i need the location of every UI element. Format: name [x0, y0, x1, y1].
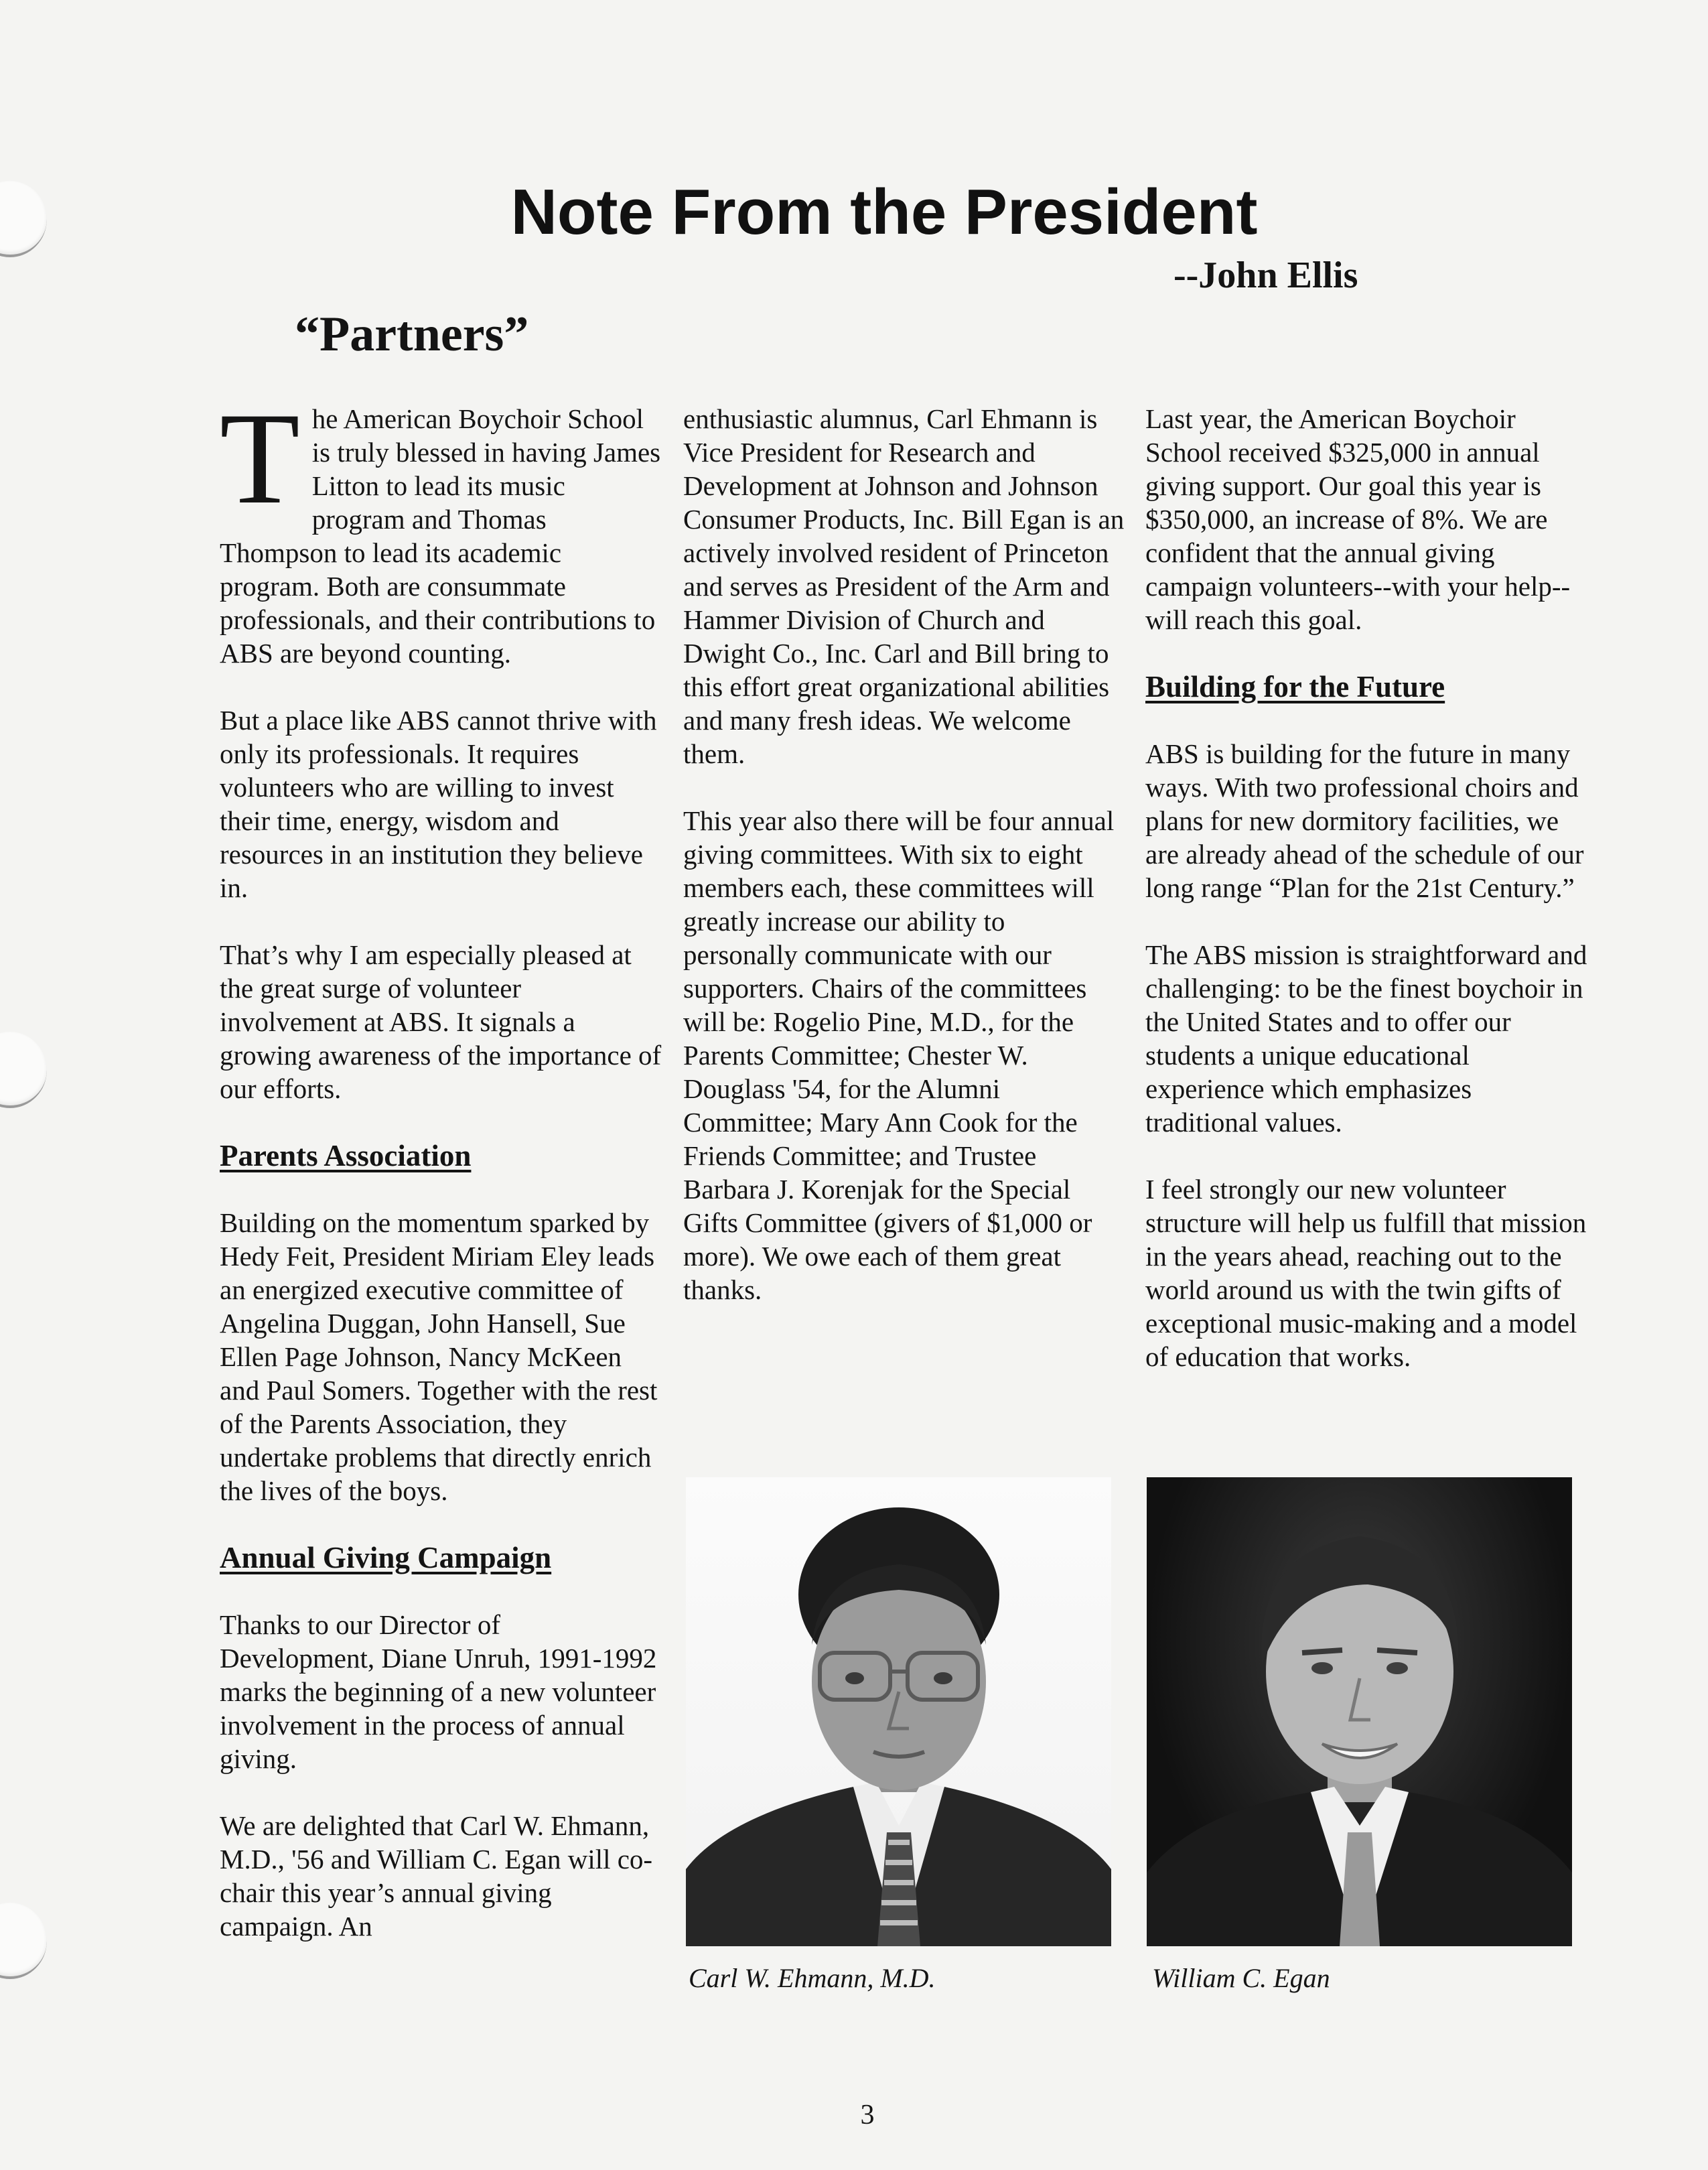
intro-paragraph — [220, 386, 662, 670]
intro-text: he American Boychoir School is truly blessed in having James Litton to lead its music program and Thomas Thompson to lead its academic program. Both are consummate professionals, and their contributions to ABS are beyond counting. — [220, 403, 661, 669]
paragraph: The ABS mission is straightforward and challenging: to be the finest boychoir in the United States and to offer our students a unique educational experience which emphasizes traditional values. — [1145, 939, 1587, 1138]
paragraph: That’s why I am especially pleased at the great surge of volunteer involvement at ABS. It signals a growing awareness of the importance of our efforts. — [220, 939, 662, 1104]
portrait-photo-ehmann — [686, 1477, 1111, 1946]
author-byline: --John Ellis — [1173, 255, 1358, 296]
paragraph: enthusiastic alumnus, Carl Ehmann is Vice President for Research and Development at Johnson and Johnson Consumer Products, Inc. Bill Egan is an actively involved resident of Princeton and serves as President of the Arm and Hammer Division of Church and Dwight Co., Inc. Carl and Bill bring to this effort great organizational abilities and many fresh ideas. We welcome them. — [683, 403, 1125, 769]
punch-hole-bottom — [0, 1903, 47, 1979]
section-heading-parents-association: Parents Association — [220, 1139, 472, 1172]
column-1 — [220, 386, 662, 1976]
punch-hole-middle — [0, 1032, 47, 1108]
portrait-photo-egan — [1147, 1477, 1572, 1946]
portrait-egan-image — [1147, 1477, 1572, 1946]
paragraph: Building on the momentum sparked by Hedy Feit, President Miriam Eley leads an energized executive committee of Angelina Duggan, John Hansell, Sue Ellen Page Johnson, Nancy McKeen and Paul Somers. Together with the rest of the Parents Association, they undertake problems that directly enrich the lives of the boys. — [220, 1207, 658, 1506]
paragraph: But a place like ABS cannot thrive with only its professionals. It requires volunteers who are willing to invest their time, energy, wisdom and resources in an institution they believe in. — [220, 705, 657, 903]
photo-caption-ehmann: Carl W. Ehmann, M.D. — [689, 1963, 936, 1993]
drop-cap: T — [220, 386, 300, 531]
paragraph: Last year, the American Boychoir School received $325,000 in annual giving support. Our goal this year is $350,000, an increase of 8%. We are confident that the annual giving campaign volunteers--with your help--will reach this goal. — [1145, 403, 1571, 635]
paragraph: ABS is building for the future in many ways. With two professional choirs and plans for new dormitory facilities, we are already ahead of the schedule of our long range “Plan for the 21st Century.” — [1145, 738, 1584, 903]
page-title: Note From the President — [510, 176, 1258, 248]
article-subtitle: “Partners” — [295, 307, 529, 362]
paragraph: Thanks to our Director of Development, Diane Unruh, 1991-1992 marks the beginning of a new volunteer involvement in the process of annual giving. — [220, 1609, 657, 1774]
paragraph: We are delighted that Carl W. Ehmann, M.D., '56 and William C. Egan will co-chair this year’s annual giving campaign. An — [220, 1810, 653, 1942]
section-heading-annual-giving: Annual Giving Campaign — [220, 1541, 552, 1574]
page-number: 3 — [860, 2100, 875, 2130]
portrait-ehmann-image — [686, 1477, 1111, 1946]
paragraph: This year also there will be four annual giving committees. With six to eight members each, these committees will greatly increase our ability to personally communicate with our supporters. Chairs of the committees will be: Rogelio Pine, M.D., for the Parents Committee; Chester W. Douglass '54, for the Alumni Committee; Mary Ann Cook for the Friends Committee; and Trustee Barbara J. Korenjak for the Special Gifts Committee (givers of $1,000 or more). We owe each of them great thanks. — [683, 805, 1115, 1305]
column-3 — [1145, 402, 1587, 1407]
photo-caption-egan: William C. Egan — [1152, 1963, 1330, 1993]
paragraph: I feel strongly our new volunteer structure will help us fulfill that mission in the years ahead, reaching out to the world around us with the twin gifts of exceptional music-making and a model of education that works. — [1145, 1174, 1587, 1372]
section-heading-building-future: Building for the Future — [1145, 670, 1445, 703]
column-2 — [683, 402, 1125, 1340]
